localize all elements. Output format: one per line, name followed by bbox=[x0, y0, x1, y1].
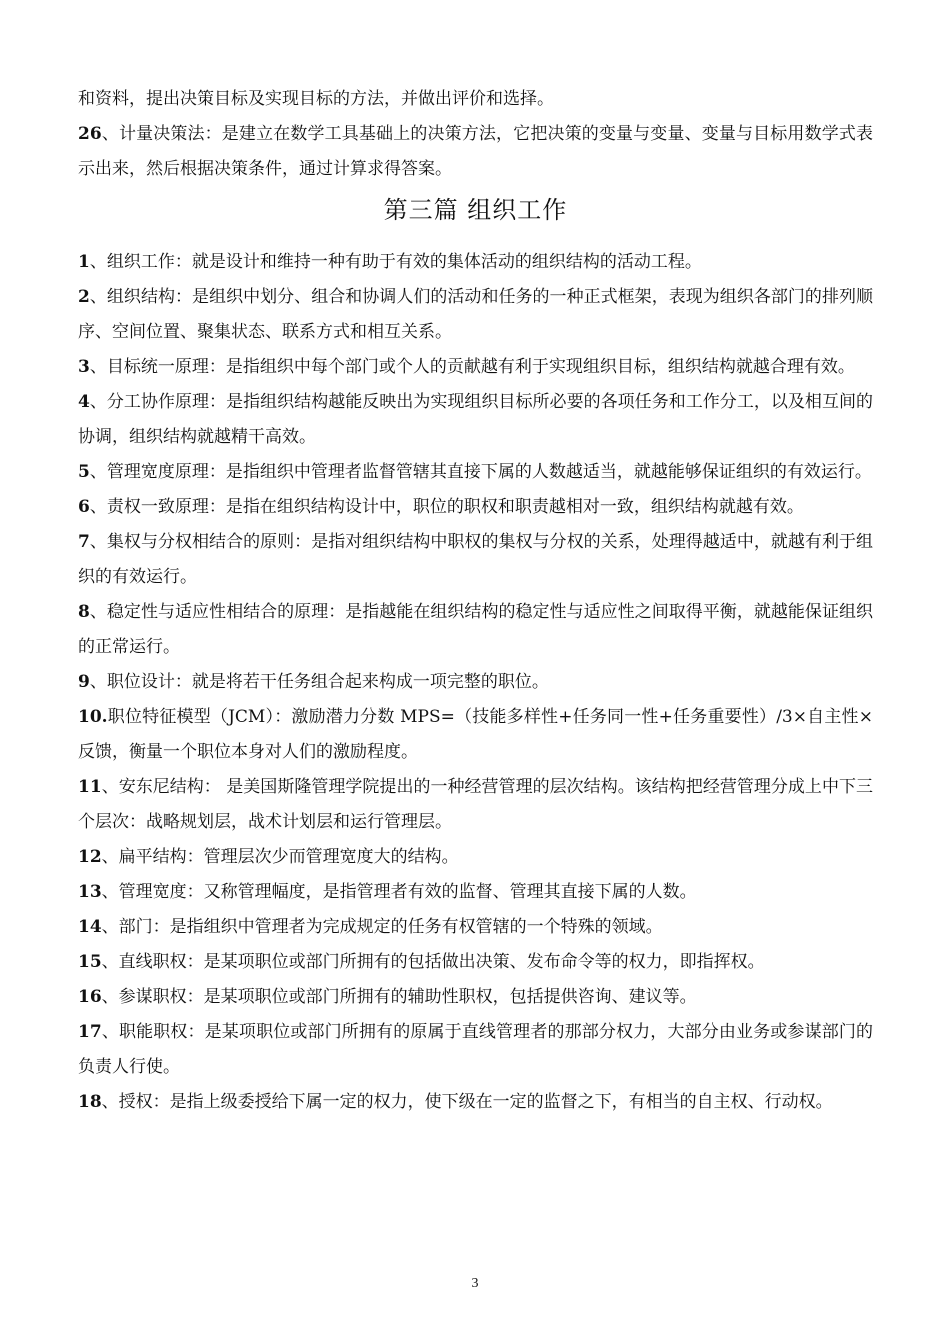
definition-paragraph bbox=[78, 245, 873, 280]
definition-paragraph bbox=[78, 1015, 873, 1085]
item-text: 职位特征模型（JCM）：激励潜力分数 MPS=（技能多样性+任务同一性+任务重要性）/3×自主性×反馈，衡量一个职位本身对人们的激励程度。 bbox=[78, 707, 873, 762]
definition-paragraph bbox=[78, 490, 873, 525]
definition-paragraph bbox=[78, 910, 873, 945]
item-text: 、职能职权：是某项职位或部门所拥有的原属于直线管理者的那部分权力，大部分由业务或参谋部门的负责人行使。 bbox=[78, 1022, 873, 1077]
item-number: 12 bbox=[78, 847, 102, 867]
item-text: 、集权与分权相结合的原则：是指对组织结构中职权的集权与分权的关系，处理得越适中，就越有利于组织的有效运行。 bbox=[78, 532, 873, 587]
item-number: 15 bbox=[78, 952, 102, 972]
item-number: 9 bbox=[78, 672, 90, 692]
definition-paragraph bbox=[78, 700, 873, 770]
item-text: 、管理宽度原理：是指组织中管理者监督管辖其直接下属的人数越适当，就越能够保证组织的有效运行。 bbox=[89, 462, 872, 482]
item-number: 17 bbox=[78, 1022, 102, 1042]
item-text: 、扁平结构：管理层次少而管理宽度大的结构。 bbox=[101, 847, 459, 867]
definition-paragraph bbox=[78, 525, 873, 595]
item-text: 、参谋职权：是某项职位或部门所拥有的辅助性职权，包括提供咨询、建议等。 bbox=[101, 987, 697, 1007]
item-number: 13 bbox=[78, 882, 102, 902]
item-number: 16 bbox=[78, 987, 102, 1007]
definition-paragraph bbox=[78, 280, 873, 350]
definition-paragraph bbox=[78, 1085, 873, 1120]
definition-paragraph bbox=[78, 385, 873, 455]
definition-list bbox=[78, 245, 873, 1120]
item-text: 和资料，提出决策目标及实现目标的方法，并做出评价和选择。 bbox=[78, 89, 554, 109]
page-content bbox=[78, 82, 873, 1120]
definition-paragraph bbox=[78, 82, 873, 117]
item-number: 1 bbox=[78, 252, 90, 272]
item-number: 7 bbox=[78, 532, 90, 552]
item-number: 10. bbox=[78, 707, 108, 727]
item-text: 、授权：是指上级委授给下属一定的权力，使下级在一定的监督之下，有相当的自主权、行动权。 bbox=[101, 1092, 833, 1112]
item-text: 、部门：是指组织中管理者为完成规定的任务有权管辖的一个特殊的领域。 bbox=[101, 917, 663, 937]
definition-paragraph bbox=[78, 945, 873, 980]
definition-paragraph bbox=[78, 840, 873, 875]
item-text: 、组织工作：就是设计和维持一种有助于有效的集体活动的组织结构的活动工程。 bbox=[89, 252, 702, 272]
item-text: 、安东尼结构： 是美国斯隆管理学院提出的一种经营管理的层次结构。该结构把经营管理分成上中下三个层次：战略规划层，战术计划层和运行管理层。 bbox=[78, 777, 873, 832]
item-number: 26 bbox=[78, 124, 102, 144]
section-title: 第三篇 组织工作 bbox=[383, 196, 568, 224]
item-text: 、计量决策法：是建立在数学工具基础上的决策方法，它把决策的变量与变量、变量与目标用数学式表示出来，然后根据决策条件，通过计算求得答案。 bbox=[78, 124, 873, 179]
item-number: 4 bbox=[78, 392, 90, 412]
item-text: 、组织结构：是组织中划分、组合和协调人们的活动和任务的一种正式框架，表现为组织各部门的排列顺序、空间位置、聚集状态、联系方式和相互关系。 bbox=[78, 287, 873, 342]
item-text: 、分工协作原理：是指组织结构越能反映出为实现组织目标所必要的各项任务和工作分工，以及相互间的协调，组织结构就越精干高效。 bbox=[78, 392, 873, 447]
item-number: 6 bbox=[78, 497, 90, 517]
item-number: 14 bbox=[78, 917, 102, 937]
item-number: 5 bbox=[78, 462, 90, 482]
definition-paragraph bbox=[78, 595, 873, 665]
item-text: 、目标统一原理：是指组织中每个部门或个人的贡献越有利于实现组织目标，组织结构就越合理有效。 bbox=[89, 357, 855, 377]
item-text: 、管理宽度：又称管理幅度，是指管理者有效的监督、管理其直接下属的人数。 bbox=[101, 882, 697, 902]
definition-paragraph bbox=[78, 875, 873, 910]
definition-paragraph bbox=[78, 980, 873, 1015]
item-number: 18 bbox=[78, 1092, 102, 1112]
definition-paragraph bbox=[78, 770, 873, 840]
definition-paragraph bbox=[78, 117, 873, 187]
item-text: 、责权一致原理：是指在组织结构设计中，职位的职权和职责越相对一致，组织结构就越有效。 bbox=[89, 497, 804, 517]
item-text: 、职位设计：就是将若干任务组合起来构成一项完整的职位。 bbox=[89, 672, 549, 692]
page-number: 3 bbox=[471, 1276, 479, 1291]
item-number: 2 bbox=[78, 287, 90, 307]
item-text: 、直线职权：是某项职位或部门所拥有的包括做出决策、发布命令等的权力，即指挥权。 bbox=[101, 952, 765, 972]
definition-paragraph bbox=[78, 665, 873, 700]
item-number: 8 bbox=[78, 602, 90, 622]
item-number: 11 bbox=[78, 777, 102, 797]
item-number: 3 bbox=[78, 357, 90, 377]
definition-paragraph bbox=[78, 455, 873, 490]
definition-paragraph bbox=[78, 350, 873, 385]
item-text: 、稳定性与适应性相结合的原理：是指越能在组织结构的稳定性与适应性之间取得平衡，就越能保证组织的正常运行。 bbox=[78, 602, 873, 657]
top-paragraphs bbox=[78, 82, 873, 187]
